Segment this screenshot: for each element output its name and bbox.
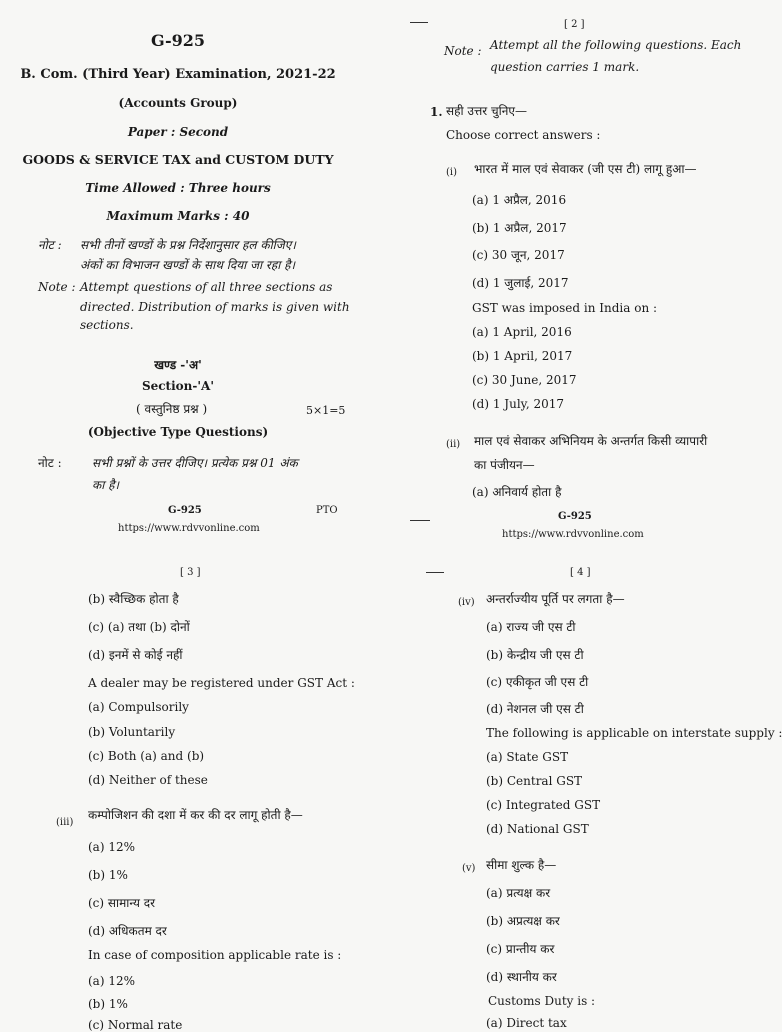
qi-en: GST was imposed in India on : (472, 301, 658, 315)
qiii-en: In case of composition applicable rate is : (88, 948, 342, 962)
option: (c) एकीकृत जी एस टी (486, 675, 589, 689)
note-en-label: Note : (38, 280, 76, 294)
q1-en: Choose correct answers : (446, 128, 601, 142)
note-hi-line: अंकों का विभाजन खण्डों के साथ दिया जा रहा है। (80, 258, 296, 272)
qv-number: (v) (462, 863, 476, 874)
qii-hi-line: का पंजीयन— (474, 458, 535, 472)
note-line: question carries 1 mark. (490, 60, 640, 74)
option: (b) Voluntarily (88, 725, 176, 739)
group: (Accounts Group) (118, 96, 238, 110)
note-line: Attempt all the following questions. Each (490, 38, 742, 52)
option: (a) 1 April, 2016 (472, 325, 572, 339)
option: (c) 30 June, 2017 (472, 373, 577, 387)
marks-scheme: 5×1=5 (306, 404, 346, 417)
note-en-line: directed. Distribution of marks is given with (80, 300, 350, 314)
option: (d) 1 जुलाई, 2017 (472, 276, 569, 290)
footer-pto: PTO (316, 505, 338, 516)
qiv-en: The following is applicable on interstate supply : (486, 726, 782, 740)
qiv-number: (iv) (458, 597, 475, 608)
section-hi: खण्ड -'अ' (154, 358, 202, 372)
paper-code: G-925 (151, 31, 205, 50)
option: (b) 1 अप्रैल, 2017 (472, 221, 567, 235)
page-number: [ 3 ] (180, 567, 201, 578)
page-number: [ 4 ] (570, 567, 591, 578)
option: (b) अप्रत्यक्ष कर (486, 914, 560, 928)
note-label: Note : (444, 44, 482, 58)
qiii-hi: कम्पोजिशन की दशा में कर की दर लागू होती है— (88, 808, 303, 822)
note2-label: नोट : (38, 456, 62, 470)
page-3 (0, 550, 384, 1032)
question-en: A dealer may be registered under GST Act : (88, 676, 355, 690)
option: (b) Central GST (486, 774, 583, 788)
note2-line: का है। (92, 478, 120, 492)
exam-title: B. Com. (Third Year) Examination, 2021-22 (20, 67, 336, 82)
note-hi-label: नोट : (38, 238, 62, 252)
option: (b) केन्द्रीय जी एस टी (486, 648, 584, 662)
time-allowed: Time Allowed : Three hours (85, 181, 271, 195)
option: (c) Integrated GST (486, 798, 601, 812)
objective-hi: ( वस्तुनिष्ठ प्रश्न ) (136, 402, 208, 416)
option: (c) Normal rate (88, 1018, 183, 1032)
option: (d) स्थानीय कर (486, 970, 557, 984)
option: (a) 12% (88, 840, 136, 854)
scan-mark (426, 572, 444, 573)
max-marks: Maximum Marks : 40 (106, 209, 250, 223)
qv-en: Customs Duty is : (488, 994, 596, 1008)
option: (a) 1 अप्रैल, 2016 (472, 193, 567, 207)
option: (a) Compulsorily (88, 700, 189, 714)
option: (b) 1% (88, 868, 128, 882)
option: (d) Neither of these (88, 773, 208, 787)
option: (d) नेशनल जी एस टी (486, 702, 584, 716)
footer-url: https://www.rdvvonline.com (502, 529, 644, 540)
option: (a) अनिवार्य होता है (472, 485, 562, 499)
option: (c) सामान्य दर (88, 896, 155, 910)
footer-code: G-925 (168, 505, 202, 516)
note-en-line: sections. (80, 318, 134, 332)
scan-mark (410, 22, 428, 23)
option: (a) Direct tax (486, 1016, 567, 1030)
page-2 (384, 0, 768, 550)
option: (a) राज्य जी एस टी (486, 620, 576, 634)
option: (a) प्रत्यक्ष कर (486, 886, 551, 900)
question-number: 1. (430, 105, 443, 119)
page-4 (384, 550, 782, 1030)
note-hi-line: सभी तीनों खण्डों के प्रश्न निर्देशानुसार हल कीजिए। (80, 238, 296, 252)
qi-number: (i) (446, 167, 458, 178)
objective-en: (Objective Type Questions) (87, 425, 269, 439)
footer-url: https://www.rdvvonline.com (118, 523, 260, 534)
option: (d) National GST (486, 822, 589, 836)
option: (b) स्वैच्छिक होता है (88, 592, 179, 606)
note-en-line: Attempt questions of all three sections as (80, 280, 333, 294)
section-en: Section-'A' (141, 379, 215, 393)
qiv-hi: अन्तर्राज्यीय पूर्ति पर लगता है— (486, 592, 625, 606)
qi-hi: भारत में माल एवं सेवाकर (जी एस टी) लागू हुआ— (474, 162, 697, 176)
option: (c) प्रान्तीय कर (486, 942, 555, 956)
q1-hi: सही उत्तर चुनिए— (446, 104, 528, 118)
qii-number: (ii) (446, 439, 461, 450)
qv-hi: सीमा शुल्क है— (486, 858, 557, 872)
page-number: [ 2 ] (564, 19, 585, 30)
option: (c) 30 जून, 2017 (472, 248, 565, 262)
option: (b) 1 April, 2017 (472, 349, 573, 363)
option: (d) इनमें से कोई नहीं (88, 648, 183, 662)
option: (d) 1 July, 2017 (472, 397, 565, 411)
qiii-number: (iii) (56, 817, 74, 828)
subject: GOODS & SERVICE TAX and CUSTOM DUTY (22, 152, 334, 167)
footer-code: G-925 (558, 511, 592, 522)
note2-line: सभी प्रश्नों के उत्तर दीजिए। प्रत्येक प्रश्न 01 अंक (92, 456, 298, 470)
option: (d) अधिकतम दर (88, 924, 167, 938)
option: (a) 12% (88, 974, 136, 988)
qii-hi-line: माल एवं सेवाकर अभिनियम के अन्तर्गत किसी व्यापारी (474, 434, 708, 448)
scan-mark (410, 520, 430, 521)
paper: Paper : Second (127, 125, 229, 139)
option: (c) Both (a) and (b) (88, 749, 205, 763)
option: (a) State GST (486, 750, 569, 764)
page-1 (0, 0, 384, 550)
option: (c) (a) तथा (b) दोनों (88, 620, 190, 634)
option: (b) 1% (88, 997, 128, 1011)
